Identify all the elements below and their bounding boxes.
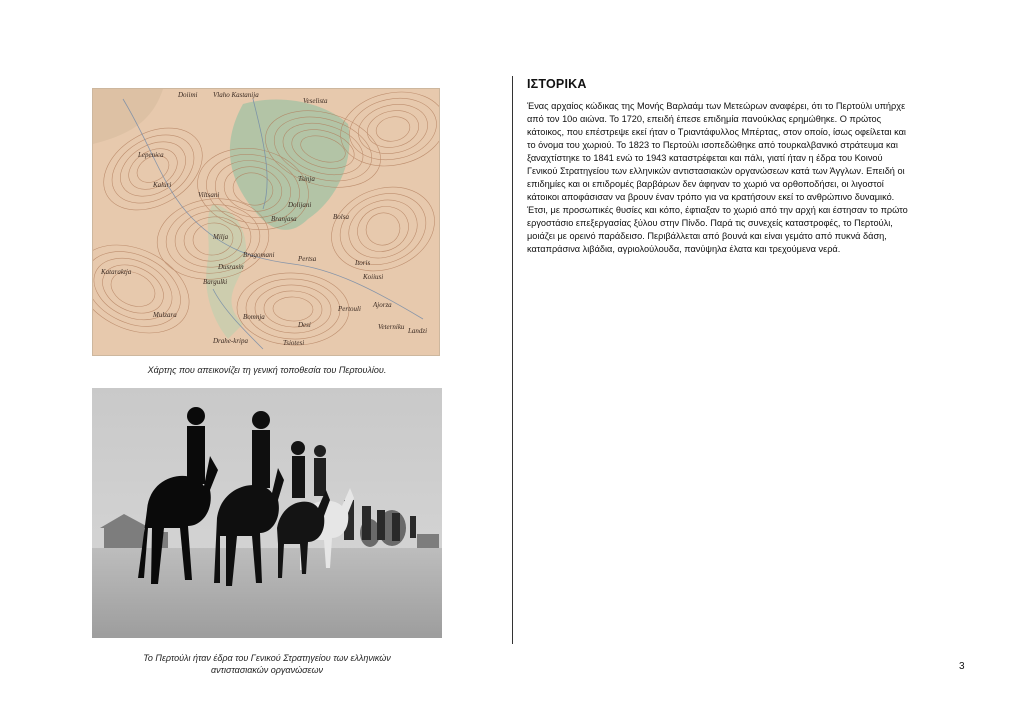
map-place-label: Kataraktja	[101, 268, 132, 276]
map-place-label: Lepenica	[138, 151, 164, 159]
photo-caption-line: αντιστασιακών οργανώσεων	[211, 665, 323, 675]
section-title: ΙΣΤΟΡΙΚΑ	[527, 77, 587, 91]
map-place-label: Bolsa	[333, 213, 349, 221]
paragraph-line: Ένας αρχαίος κώδικας της Μονής Βαρλαάμ των Μετεώρων αναφέρει, ότι το Περτούλι υπήρχε	[527, 101, 906, 111]
column-divider	[512, 76, 513, 644]
cavalry-photo	[92, 388, 442, 638]
map-place-label: Veselista	[303, 97, 328, 105]
map-place-label: Ajorza	[373, 301, 392, 309]
paragraph-line: μοιάζει με ορεινό παράδεισο. Περιβάλλεται από βουνά και είναι γεμάτο από πυκνά δάση,	[527, 231, 887, 241]
map-image	[92, 88, 440, 356]
map-place-label: Drahe-kripa	[213, 337, 248, 345]
map-place-label: Mulzara	[153, 311, 177, 319]
paragraph-line: κάτοικοι αποφάσισαν να βρουν έναν τρόπο για να κρατήσουν εκεί το ανθρώπινο δυναμικό.	[527, 192, 895, 202]
paragraph-line: εργοστάσιο επεξεργασίας ξύλου στην Πίνδο. Παρά τις συνεχείς καταστροφές, το Περτούλι,	[527, 218, 893, 228]
map-place-label: Bomnja	[243, 313, 265, 321]
map-place-label: Tsinja	[298, 175, 315, 183]
map-place-label: Dusrasin	[218, 263, 244, 271]
map-place-label: Landzi	[408, 327, 428, 335]
history-paragraph	[527, 100, 967, 256]
paragraph-line: ξαναχτίστηκε το 1841 ενώ το 1943 καταστρέφεται και πάλι, γιατί ήταν η έδρα του Κοινού	[527, 153, 883, 163]
paragraph-line: το όνομα του χωριού. Το 1823 το Περτούλι ισοπεδώθηκε από τουρκαλβανικό στράτευμα και	[527, 140, 898, 150]
map-place-label: Veterniku	[378, 323, 405, 331]
topographic-map	[93, 89, 439, 355]
photo-caption	[92, 652, 442, 676]
photo-caption-line: Το Περτούλι ήταν έδρα του Γενικού Στρατηγείου των ελληνικών	[143, 653, 391, 663]
map-place-label: Kaluri	[153, 181, 172, 189]
map-place-label: Doiimi	[178, 91, 198, 99]
map-place-label: Pertsa	[298, 255, 317, 263]
map-place-label: Koiiusi	[363, 273, 384, 281]
map-place-label: Bragomani	[243, 251, 275, 259]
paragraph-line: Έτσι, με προσωπικές θυσίες και κόπο, έφτιαξαν το χωριό από την αρχή και έστησαν το πρώτο	[527, 205, 908, 215]
map-place-label: Viltsani	[198, 191, 220, 199]
map-place-label: Tsiotesi	[283, 339, 305, 347]
paragraph-line: επιδημίες και οι επιδρομές βαρβάρων δεν άφηναν το χωριό να ορθοποδήσει, οι λιγοστοί	[527, 179, 884, 189]
cavalry-photo-illustration	[92, 388, 442, 638]
paragraph-line: Γενικού Στρατηγείου των ελληνικών αντιστασιακών οργανώσεων κατά των Άγγλων. Επειδή οι	[527, 166, 905, 176]
map-caption: Χάρτης που απεικονίζει τη γενική τοποθεσία του Περτουλίου.	[147, 365, 387, 375]
map-place-label: Dolijani	[288, 201, 312, 209]
page-number: 3	[959, 661, 965, 672]
map-place-label: Desi	[298, 321, 311, 329]
map-place-label: Pertouli	[338, 305, 361, 313]
map-place-label: Bargulki	[203, 278, 228, 286]
map-place-label: Itoris	[355, 259, 371, 267]
map-place-label: Vlaho Kastanija	[213, 91, 259, 99]
paragraph-line: από τον 10ο αιώνα. Το 1720, επειδή έπεσε επιδημία πανούκλας ερημώθηκε. Ο πρώτος	[527, 114, 882, 124]
paragraph-line: καταπράσινα λιβάδια, αγριολούλουδα, πανύψηλα έλατα και τρεχούμενα νερά.	[527, 244, 841, 254]
paragraph-line: κάτοικος, που επέστρεψε εκεί ήταν ο Τριαντάφυλλος Μπέρτας, στον οποίο, ίσως οφείλεται και	[527, 127, 906, 137]
map-place-label: Branjasa	[271, 215, 297, 223]
map-place-label: Milja	[213, 233, 229, 241]
